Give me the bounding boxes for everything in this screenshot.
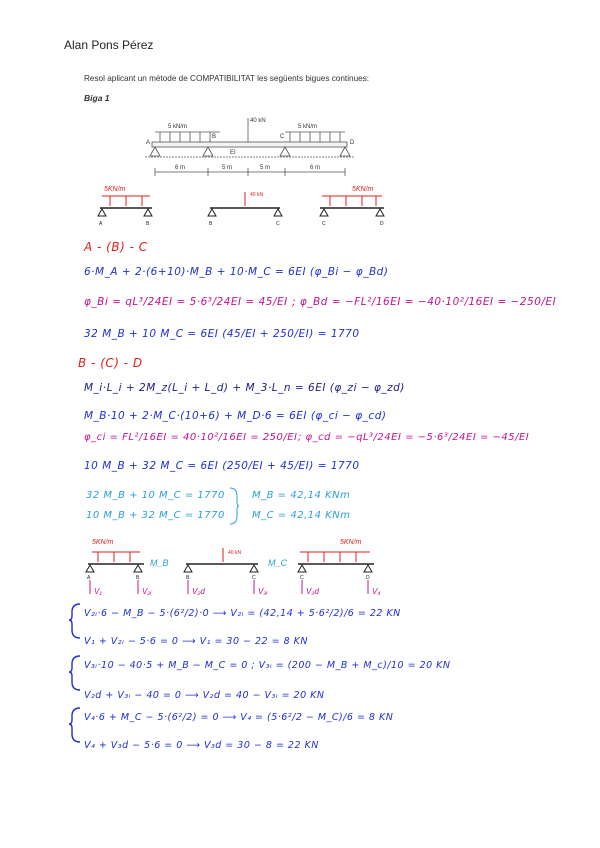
reaction-2: V₁ + V₂ᵢ − 5·6 = 0 ⟶ V₁ = 30 − 22 = 8 KN bbox=[84, 636, 309, 647]
sec2-eq2: M_B·10 + 2·M_C·(10+6) + M_D·6 = 6EI (φ_ci − φ_cd) bbox=[84, 410, 387, 422]
sec2-title: B - (C) - D bbox=[78, 356, 143, 370]
sec2-eq4: 10 M_B + 32 M_C = 6EI (250/EI + 45/EI) = 1770 bbox=[84, 460, 360, 472]
sec2-eq3a: φ_ci = FL²/16EI = 40·10²/16EI = 250/EI bbox=[84, 432, 298, 443]
s1-d: D bbox=[380, 221, 384, 227]
span-4: 6 m bbox=[310, 165, 321, 171]
reaction-4: V₂d + V₃ᵢ − 40 = 0 ⟶ V₂d = 40 − V₃ᵢ = 20 KN bbox=[84, 690, 325, 701]
s1-load-left: 5KN/m bbox=[104, 186, 126, 193]
s2-a: A bbox=[87, 575, 91, 581]
load-right-label: 5 kN/m bbox=[298, 124, 318, 130]
s2-b: B bbox=[136, 575, 140, 581]
node-c: C bbox=[280, 134, 285, 140]
s2-v4: V₄ bbox=[372, 587, 381, 596]
reaction-5: V₄·6 + M_C − 5·(6²/2) = 0 ⟶ V₄ = (5·6²/2 − M_C)/6 = 8 KN bbox=[84, 712, 394, 723]
reaction-6: V₄ + V₃d − 5·6 = 0 ⟶ V₃d = 30 − 8 = 22 KN bbox=[84, 740, 319, 751]
reaction-3: V₃ᵢ·10 − 40·5 + M_B − M_C = 0 ; V₃ᵢ = (200 − M_B + M_c)/10 = 20 KN bbox=[84, 660, 451, 671]
sec1-eq1: 6·M_A + 2·(6+10)·M_B + 10·M_C = 6EI (φ_Bi − φ_Bd) bbox=[84, 266, 389, 278]
s2-v1: V₁ bbox=[94, 587, 102, 596]
sec1-eq2a: φ_Bi = qL³/24EI = 5·6³/24EI = 45/EI bbox=[84, 296, 288, 308]
reaction-braces bbox=[68, 602, 82, 752]
s2-c: C bbox=[252, 575, 256, 581]
s1-b: B bbox=[146, 221, 150, 227]
node-b: B bbox=[212, 134, 217, 140]
author-name: Alan Pons Pérez bbox=[64, 38, 154, 52]
s2-load-mid: 40 kN bbox=[228, 550, 242, 556]
sec1-eq3: 32 M_B + 10 M_C = 6EI (45/EI + 250/EI) = 1770 bbox=[84, 328, 360, 340]
sec2-eq1: M_i·L_i + 2M_z(L_i + L_d) + M_3·L_n = 6EI (φ_zi − φ_zd) bbox=[84, 382, 405, 394]
load-arrows-right bbox=[290, 132, 340, 142]
s2-mc: M_C bbox=[268, 558, 288, 568]
sec1-eq2b: ; φ_Bd = −FL²/16EI = −40·10²/16EI = −250/EI bbox=[292, 296, 557, 308]
support-d bbox=[340, 147, 350, 156]
support-b bbox=[203, 147, 213, 156]
point-load-label: 40 kN bbox=[250, 118, 266, 124]
s1-a: A bbox=[99, 221, 103, 227]
system-line2: 10 M_B + 32 M_C = 1770 bbox=[86, 510, 225, 521]
sketch-isostatic bbox=[90, 182, 410, 232]
node-a: A bbox=[146, 140, 151, 146]
system-brace bbox=[228, 486, 240, 526]
s2-b2: B bbox=[186, 575, 190, 581]
support-c bbox=[280, 147, 290, 156]
result-mc: M_C = 42,14 KNm bbox=[252, 510, 351, 521]
load-left-label: 5 kN/m bbox=[168, 124, 188, 130]
load-arrows-left bbox=[160, 132, 210, 142]
result-mb: M_B = 42,14 KNm bbox=[252, 490, 351, 501]
reaction-1: V₂ᵢ·6 − M_B − 5·(6²/2)·0 ⟶ V₂ᵢ = (42,14 + 5·6²/2)/6 = 22 KN bbox=[84, 608, 401, 619]
ei-label: EI bbox=[230, 150, 236, 156]
s2-v3i: V₃ᵢ bbox=[258, 587, 268, 596]
sec2-eq3b: ; φ_cd = −qL³/24EI = −5·6³/24EI = −45/EI bbox=[298, 432, 530, 443]
instructions: Resol aplicant un mètode de COMPATIBILITAT les següents bigues continues: bbox=[84, 74, 370, 83]
span-3: 5 m bbox=[260, 165, 271, 171]
s2-load-left: 5KN/m bbox=[92, 539, 114, 546]
s1-b2: B bbox=[209, 221, 213, 227]
s2-v2d: V₂d bbox=[192, 587, 205, 596]
span-1: 6 m bbox=[175, 165, 186, 171]
s2-mb: M_B bbox=[150, 558, 169, 568]
s2-c2: C bbox=[300, 575, 304, 581]
s1-load-mid: 40 kN bbox=[250, 192, 264, 198]
s2-load-right: 5KN/m bbox=[340, 539, 362, 546]
s1-c2: C bbox=[322, 221, 326, 227]
beam-title: Biga 1 bbox=[84, 93, 110, 103]
s2-d: D bbox=[366, 575, 370, 581]
node-d: D bbox=[350, 140, 355, 146]
span-2: 5 m bbox=[222, 165, 233, 171]
support-a bbox=[150, 147, 160, 156]
s1-c: C bbox=[276, 221, 280, 227]
sketch-reactions bbox=[78, 530, 408, 602]
s2-v2i: V₂ᵢ bbox=[142, 587, 152, 596]
sec1-title: A - (B) - C bbox=[84, 240, 148, 254]
beam bbox=[152, 142, 347, 147]
system-line1: 32 M_B + 10 M_C = 1770 bbox=[86, 490, 225, 501]
s1-load-right: 5KN/m bbox=[352, 186, 374, 193]
s2-v3d: V₃d bbox=[306, 587, 319, 596]
